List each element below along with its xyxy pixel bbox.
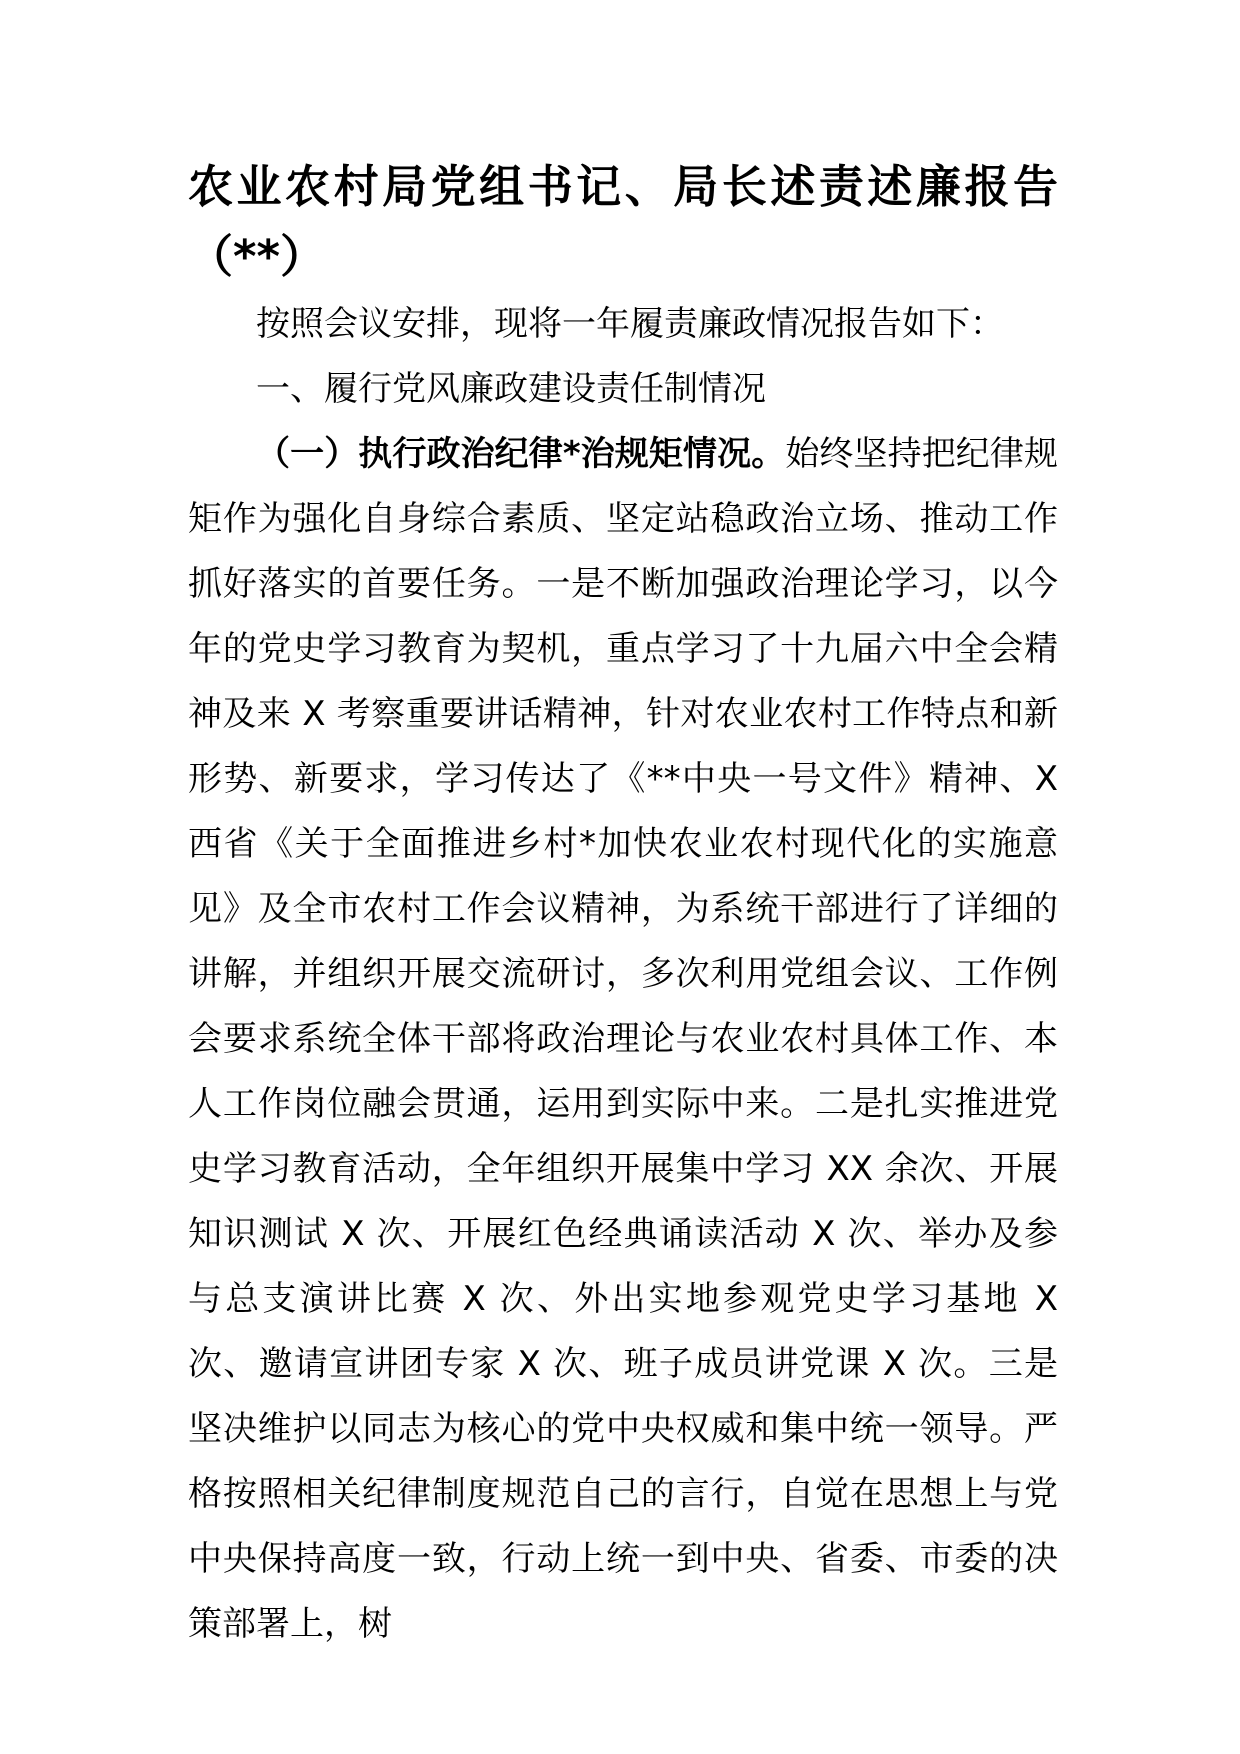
- paragraph-intro: 按照会议安排，现将一年履责廉政情况报告如下：: [256, 304, 1004, 344]
- subsection-1-lead: （一）执行政治纪律*治规矩情况。: [256, 434, 786, 474]
- paragraph-subsection-1: [188, 422, 1058, 1657]
- document-title: 农业农村局党组书记、局长述责述廉报告（**）: [188, 160, 1058, 283]
- section-heading-1: 一、履行党风廉政建设责任制情况: [256, 369, 766, 409]
- document-body: [188, 292, 1058, 1657]
- subsection-1-text: 始终坚持把纪律规矩作为强化自身综合素质、坚定站稳政治立场、推动工作抓好落实的首要任务。一是不断加强政治理论学习，以今年的党史学习教育为契机，重点学习了十九届六中全会精神及来 X 考察重要讲话精神，针对农业农村工作特点和新形势、新要求，学习传达了《**中央一号文件》精神、X 西省《关于全面推进乡村*加快农业农村现代化的实施意见》及全市农村工作会议精神，为系统干部进行了详细的讲解，并组织开展交流研讨，多次利用党组会议、工作例会要求系统全体干部将政治理论与农业农村具体工作、本人工作岗位融会贯通，运用到实际中来。二是扎实推进党史学习教育活动，全年组织开展集中学习 XX 余次、开展知识测试 X 次、开展红色经典诵读活动 X 次、举办及参与总支演讲比赛 X 次、外出实地参观党史学习基地 X 次、邀请宣讲团专家 X 次、班子成员讲党课 X 次。三是坚决维护以同志为核心的党中央权威和集中统一领导。严格按照相关纪律制度规范自己的言行，自觉在思想上与党中央保持高度一致，行动上统一到中央、省委、市委的决策部署上，树: [188, 434, 1059, 1644]
- document-content: [188, 152, 1058, 1657]
